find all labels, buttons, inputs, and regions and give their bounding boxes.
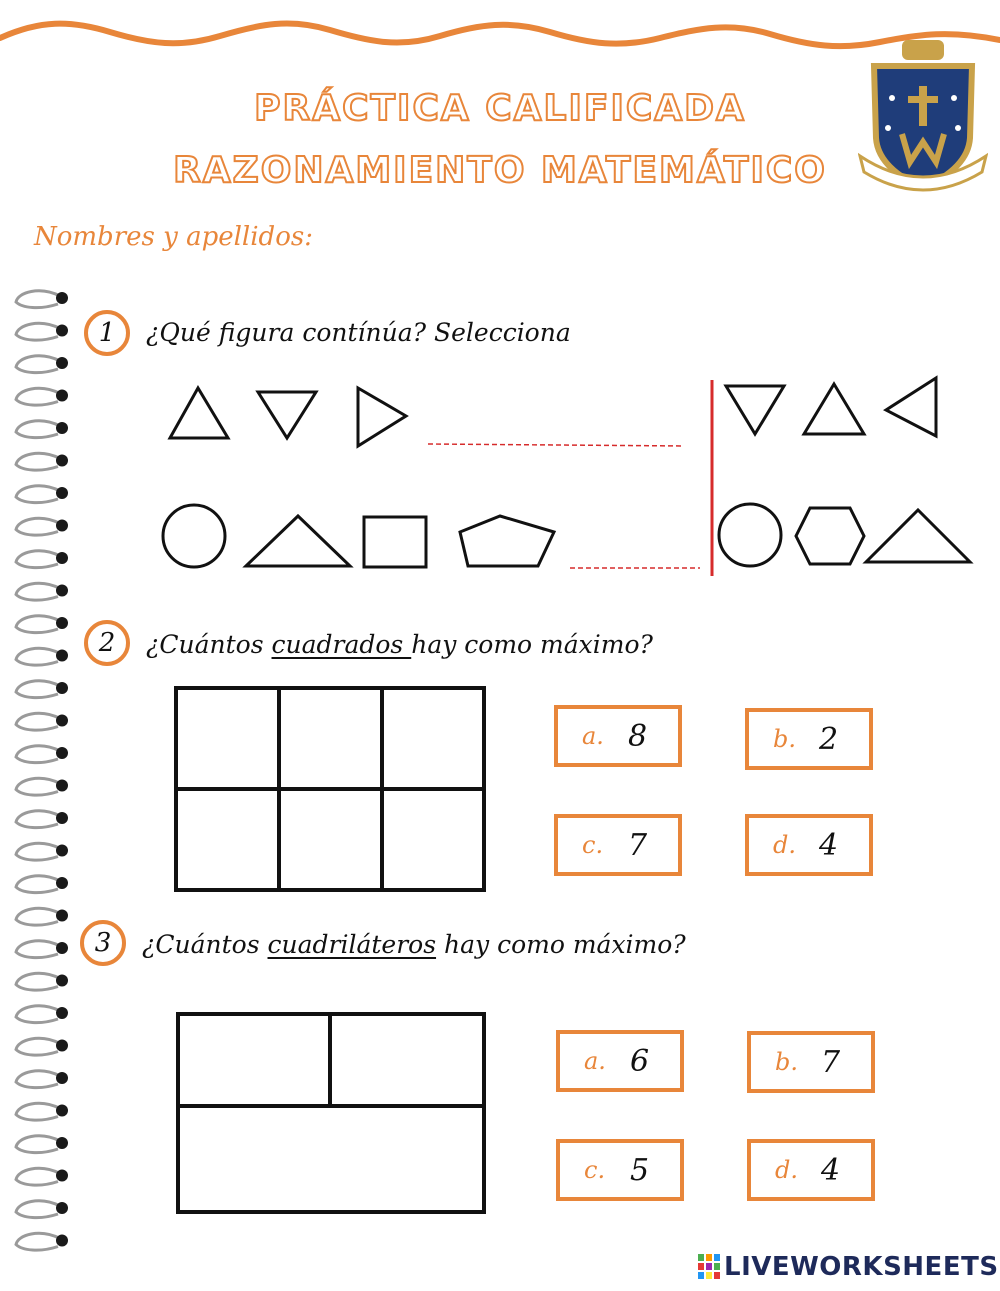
spiral-hole	[56, 390, 68, 402]
spiral-ring	[16, 291, 60, 308]
liveworksheets-logo-text: LIVEWORKSHEETS	[724, 1252, 999, 1282]
spiral-hole	[56, 650, 68, 662]
spiral-ring	[16, 778, 60, 795]
page-title-line-2: RAZONAMIENTO MATEMÁTICO	[173, 150, 827, 191]
option-letter: a.	[582, 722, 604, 750]
question-1-sequences	[150, 370, 1000, 590]
question-3-rectangle-figure	[174, 1012, 488, 1216]
spiral-hole	[56, 1105, 68, 1117]
option-letter: d.	[775, 1156, 798, 1184]
spiral-hole	[56, 1235, 68, 1247]
spiral-ring	[16, 518, 60, 535]
choice-circle[interactable]	[719, 504, 781, 566]
spiral-hole	[56, 812, 68, 824]
option-letter: a.	[584, 1047, 606, 1075]
seq1-triangle-right	[358, 388, 406, 446]
spiral-ring	[16, 1168, 60, 1185]
question-2-text-before: ¿Cuántos	[146, 630, 272, 659]
choice-triangle-left[interactable]	[886, 378, 936, 436]
spiral-ring	[16, 908, 60, 925]
question-2-text	[146, 630, 653, 659]
spiral-hole	[56, 975, 68, 987]
spiral-ring	[16, 1136, 60, 1153]
question-1-number: 1	[84, 310, 130, 356]
spiral-hole	[56, 747, 68, 759]
spiral-hole	[56, 552, 68, 564]
spiral-hole	[56, 422, 68, 434]
option-value: 6	[630, 1043, 650, 1079]
spiral-hole	[56, 1202, 68, 1214]
spiral-hole	[56, 780, 68, 792]
liveworksheets-logo	[698, 1252, 999, 1282]
seq2-circle	[163, 505, 225, 567]
question-2-text-after: hay como máximo?	[411, 630, 653, 659]
choice-triangle-wide[interactable]	[866, 510, 970, 562]
seq1-triangle-up	[170, 388, 228, 438]
option-value: 7	[821, 1044, 841, 1080]
spiral-ring	[16, 681, 60, 698]
spiral-ring	[16, 453, 60, 470]
question-3-text	[142, 930, 686, 959]
spiral-ring	[16, 843, 60, 860]
spiral-hole	[56, 1072, 68, 1084]
question-3-option-b[interactable]	[747, 1031, 875, 1093]
option-letter: b.	[773, 725, 796, 753]
seq1-triangle-down	[258, 392, 316, 438]
spiral-hole	[56, 682, 68, 694]
spiral-hole	[56, 585, 68, 597]
choice-triangle-up[interactable]	[804, 384, 864, 434]
page-title-line-1: PRÁCTICA CALIFICADA	[254, 88, 746, 129]
question-2-option-c[interactable]	[554, 814, 682, 876]
spiral-binding-decoration	[0, 280, 80, 1260]
spiral-ring	[16, 1038, 60, 1055]
option-value: 7	[628, 827, 648, 863]
spiral-ring	[16, 583, 60, 600]
option-letter: d.	[773, 831, 796, 859]
top-wave-decoration	[0, 0, 1000, 80]
spiral-hole	[56, 325, 68, 337]
question-2-option-b[interactable]	[745, 708, 873, 770]
spiral-hole	[56, 357, 68, 369]
spiral-ring	[16, 486, 60, 503]
spiral-ring	[16, 551, 60, 568]
spiral-ring	[16, 356, 60, 373]
spiral-ring	[16, 421, 60, 438]
question-2-number: 2	[84, 620, 130, 666]
question-2-option-a[interactable]	[554, 705, 682, 767]
question-2-grid-figure	[174, 686, 488, 896]
spiral-hole	[56, 942, 68, 954]
spiral-ring	[16, 713, 60, 730]
spiral-ring	[16, 1233, 60, 1250]
question-3-option-d[interactable]	[747, 1139, 875, 1201]
question-3-text-after: hay como máximo?	[436, 930, 686, 959]
spiral-ring	[16, 323, 60, 340]
spiral-ring	[16, 388, 60, 405]
choice-hexagon[interactable]	[796, 508, 864, 564]
spiral-hole	[56, 910, 68, 922]
question-3-keyword: cuadriláteros	[267, 930, 437, 959]
spiral-ring	[16, 1071, 60, 1088]
spiral-hole	[56, 520, 68, 532]
question-3-option-c[interactable]	[556, 1139, 684, 1201]
question-3-text-before: ¿Cuántos	[142, 930, 268, 959]
spiral-ring	[16, 811, 60, 828]
spiral-hole	[56, 1137, 68, 1149]
school-crest-logo	[858, 38, 988, 198]
spiral-ring	[16, 973, 60, 990]
spiral-ring	[16, 876, 60, 893]
spiral-hole	[56, 1170, 68, 1182]
spiral-ring	[16, 1006, 60, 1023]
spiral-hole	[56, 617, 68, 629]
spiral-ring	[16, 1201, 60, 1218]
spiral-hole	[56, 877, 68, 889]
spiral-hole	[56, 845, 68, 857]
seq2-pentagon	[460, 516, 554, 566]
seq2-square	[364, 517, 426, 567]
question-2-option-d[interactable]	[745, 814, 873, 876]
option-value: 4	[821, 1152, 841, 1188]
question-1-text: ¿Qué figura contínúa? Selecciona	[146, 318, 571, 347]
spiral-hole	[56, 1040, 68, 1052]
option-letter: c.	[582, 831, 604, 859]
liveworksheets-mark-icon	[698, 1254, 720, 1280]
spiral-hole	[56, 1007, 68, 1019]
option-letter: b.	[775, 1048, 798, 1076]
option-value: 5	[630, 1152, 650, 1188]
spiral-ring	[16, 941, 60, 958]
spiral-hole	[56, 715, 68, 727]
name-field-label: Nombres y apellidos:	[34, 222, 313, 252]
spiral-hole	[56, 455, 68, 467]
option-value: 4	[819, 827, 839, 863]
question-2-keyword: cuadrados	[271, 630, 412, 659]
seq2-triangle	[246, 516, 350, 566]
choice-triangle-down[interactable]	[726, 386, 784, 434]
spiral-ring	[16, 746, 60, 763]
spiral-ring	[16, 648, 60, 665]
option-value: 8	[628, 718, 648, 754]
spiral-ring	[16, 1103, 60, 1120]
option-letter: c.	[584, 1156, 606, 1184]
option-value: 2	[819, 721, 839, 757]
question-3-option-a[interactable]	[556, 1030, 684, 1092]
spiral-hole	[56, 292, 68, 304]
spiral-ring	[16, 616, 60, 633]
answer-line-row-1	[428, 444, 684, 446]
spiral-hole	[56, 487, 68, 499]
question-3-number: 3	[80, 920, 126, 966]
